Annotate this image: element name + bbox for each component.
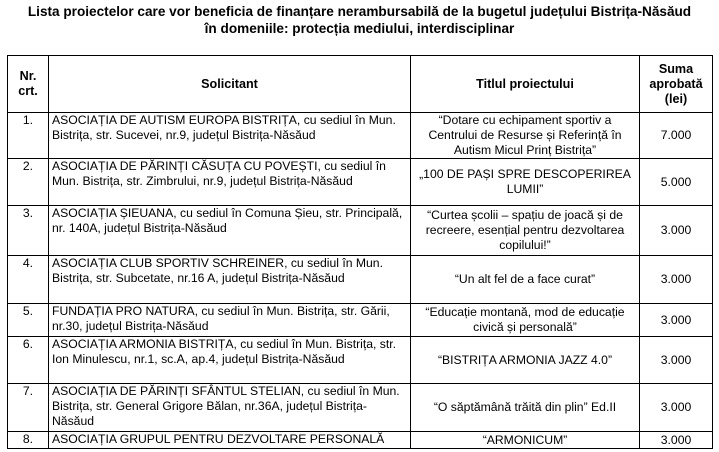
row-suma: 3.000 [640,256,713,304]
row-nr: 3. [8,206,49,256]
row-solicitant: ASOCIAȚIA DE PĂRINȚI CĂSUȚA CU POVEȘTI, cu sediul în Mun. Bistrița, str. Zimbrului, nr.9, județul Bistrița-Năsăud [49,159,411,206]
row-titlul: “Un alt fel de a face curat” [411,256,640,304]
row-solicitant: ASOCIAȚIA DE PĂRINȚI SFÂNTUL STELIAN, cu sediul în Mun. Bistrița, str. General Grigore Bălan, nr.36A, județul Bistrița-Năsăud [49,384,411,432]
header-solicitant: Solicitant [49,56,411,113]
table-row [8,432,713,449]
row-suma: 5.000 [640,159,713,206]
header-titlul: Titlul proiectului [411,56,640,113]
row-suma: 3.000 [640,206,713,256]
row-titlul: „100 DE PAȘI SPRE DESCOPERIREA LUMII” [411,159,640,206]
row-nr: 2. [8,159,49,206]
row-solicitant: ASOCIAȚIA GRUPUL PENTRU DEZVOLTARE PERSONALĂ [49,432,411,449]
document-title [0,3,719,37]
row-suma: 3.000 [640,337,713,384]
header-row [8,56,713,113]
row-titlul: “Educație montană, mod de educație civică și personală” [411,304,640,337]
table-row [8,159,713,206]
row-titlul: “Dotare cu echipament sportiv a Centrului de Resurse și Referință în Autism Micul Prinț Bistrița” [411,113,640,159]
table-row [8,384,713,432]
table-row [8,337,713,384]
row-suma: 3.000 [640,304,713,337]
table-row [8,304,713,337]
row-solicitant: ASOCIAȚIA DE AUTISM EUROPA BISTRIȚA, cu sediul în Mun. Bistrița, str. Sucevei, nr.9, județul Bistrița-Năsăud [49,113,411,159]
table-row [8,206,713,256]
row-titlul: “BISTRIȚA ARMONIA JAZZ 4.0” [411,337,640,384]
row-nr: 7. [8,384,49,432]
row-titlul: “ARMONICUM” [411,432,640,449]
title-line-1: Lista proiectelor care vor beneficia de finanțare nerambursabilă de la bugetul județului Bistrița-Năsăud [27,4,692,19]
header-nr: Nr. crt. [8,56,49,113]
header-suma: Suma aprobată (lei) [640,56,713,113]
row-titlul: “Curtea școlii – spațiu de joacă și de recreere, esențial pentru dezvoltarea copilului!” [411,206,640,256]
row-nr: 1. [8,113,49,159]
row-titlul: “O săptămână trăită din plin” Ed.II [411,384,640,432]
projects-table [7,55,713,449]
table-row [8,113,713,159]
row-nr: 8. [8,432,49,449]
row-suma: 3.000 [640,432,713,449]
row-suma: 7.000 [640,113,713,159]
row-solicitant: ASOCIAȚIA ȘIEUANA, cu sediul în Comuna Șieu, str. Principală, nr. 140A, județul Bistrița-Năsăud [49,206,411,256]
row-suma: 3.000 [640,384,713,432]
row-solicitant: ASOCIAȚIA CLUB SPORTIV SCHREINER, cu sediul în Mun. Bistrița, str. Subcetate, nr.16 A, județul Bistrița-Năsăud [49,256,411,304]
table-row [8,256,713,304]
row-solicitant: FUNDAȚIA PRO NATURA, cu sediul în Mun. Bistrița, str. Gării, nr.30, județul Bistrița-Năsăud [49,304,411,337]
row-nr: 6. [8,337,49,384]
row-nr: 5. [8,304,49,337]
row-solicitant: ASOCIAȚIA ARMONIA BISTRIȚA, cu sediul în Mun. Bistrița, str. Ion Minulescu, nr.1, sc.A, ap.4, județul Bistrița-Năsăud [49,337,411,384]
row-nr: 4. [8,256,49,304]
title-line-2: în domeniile: protecția mediului, interdisciplinar [204,21,515,36]
